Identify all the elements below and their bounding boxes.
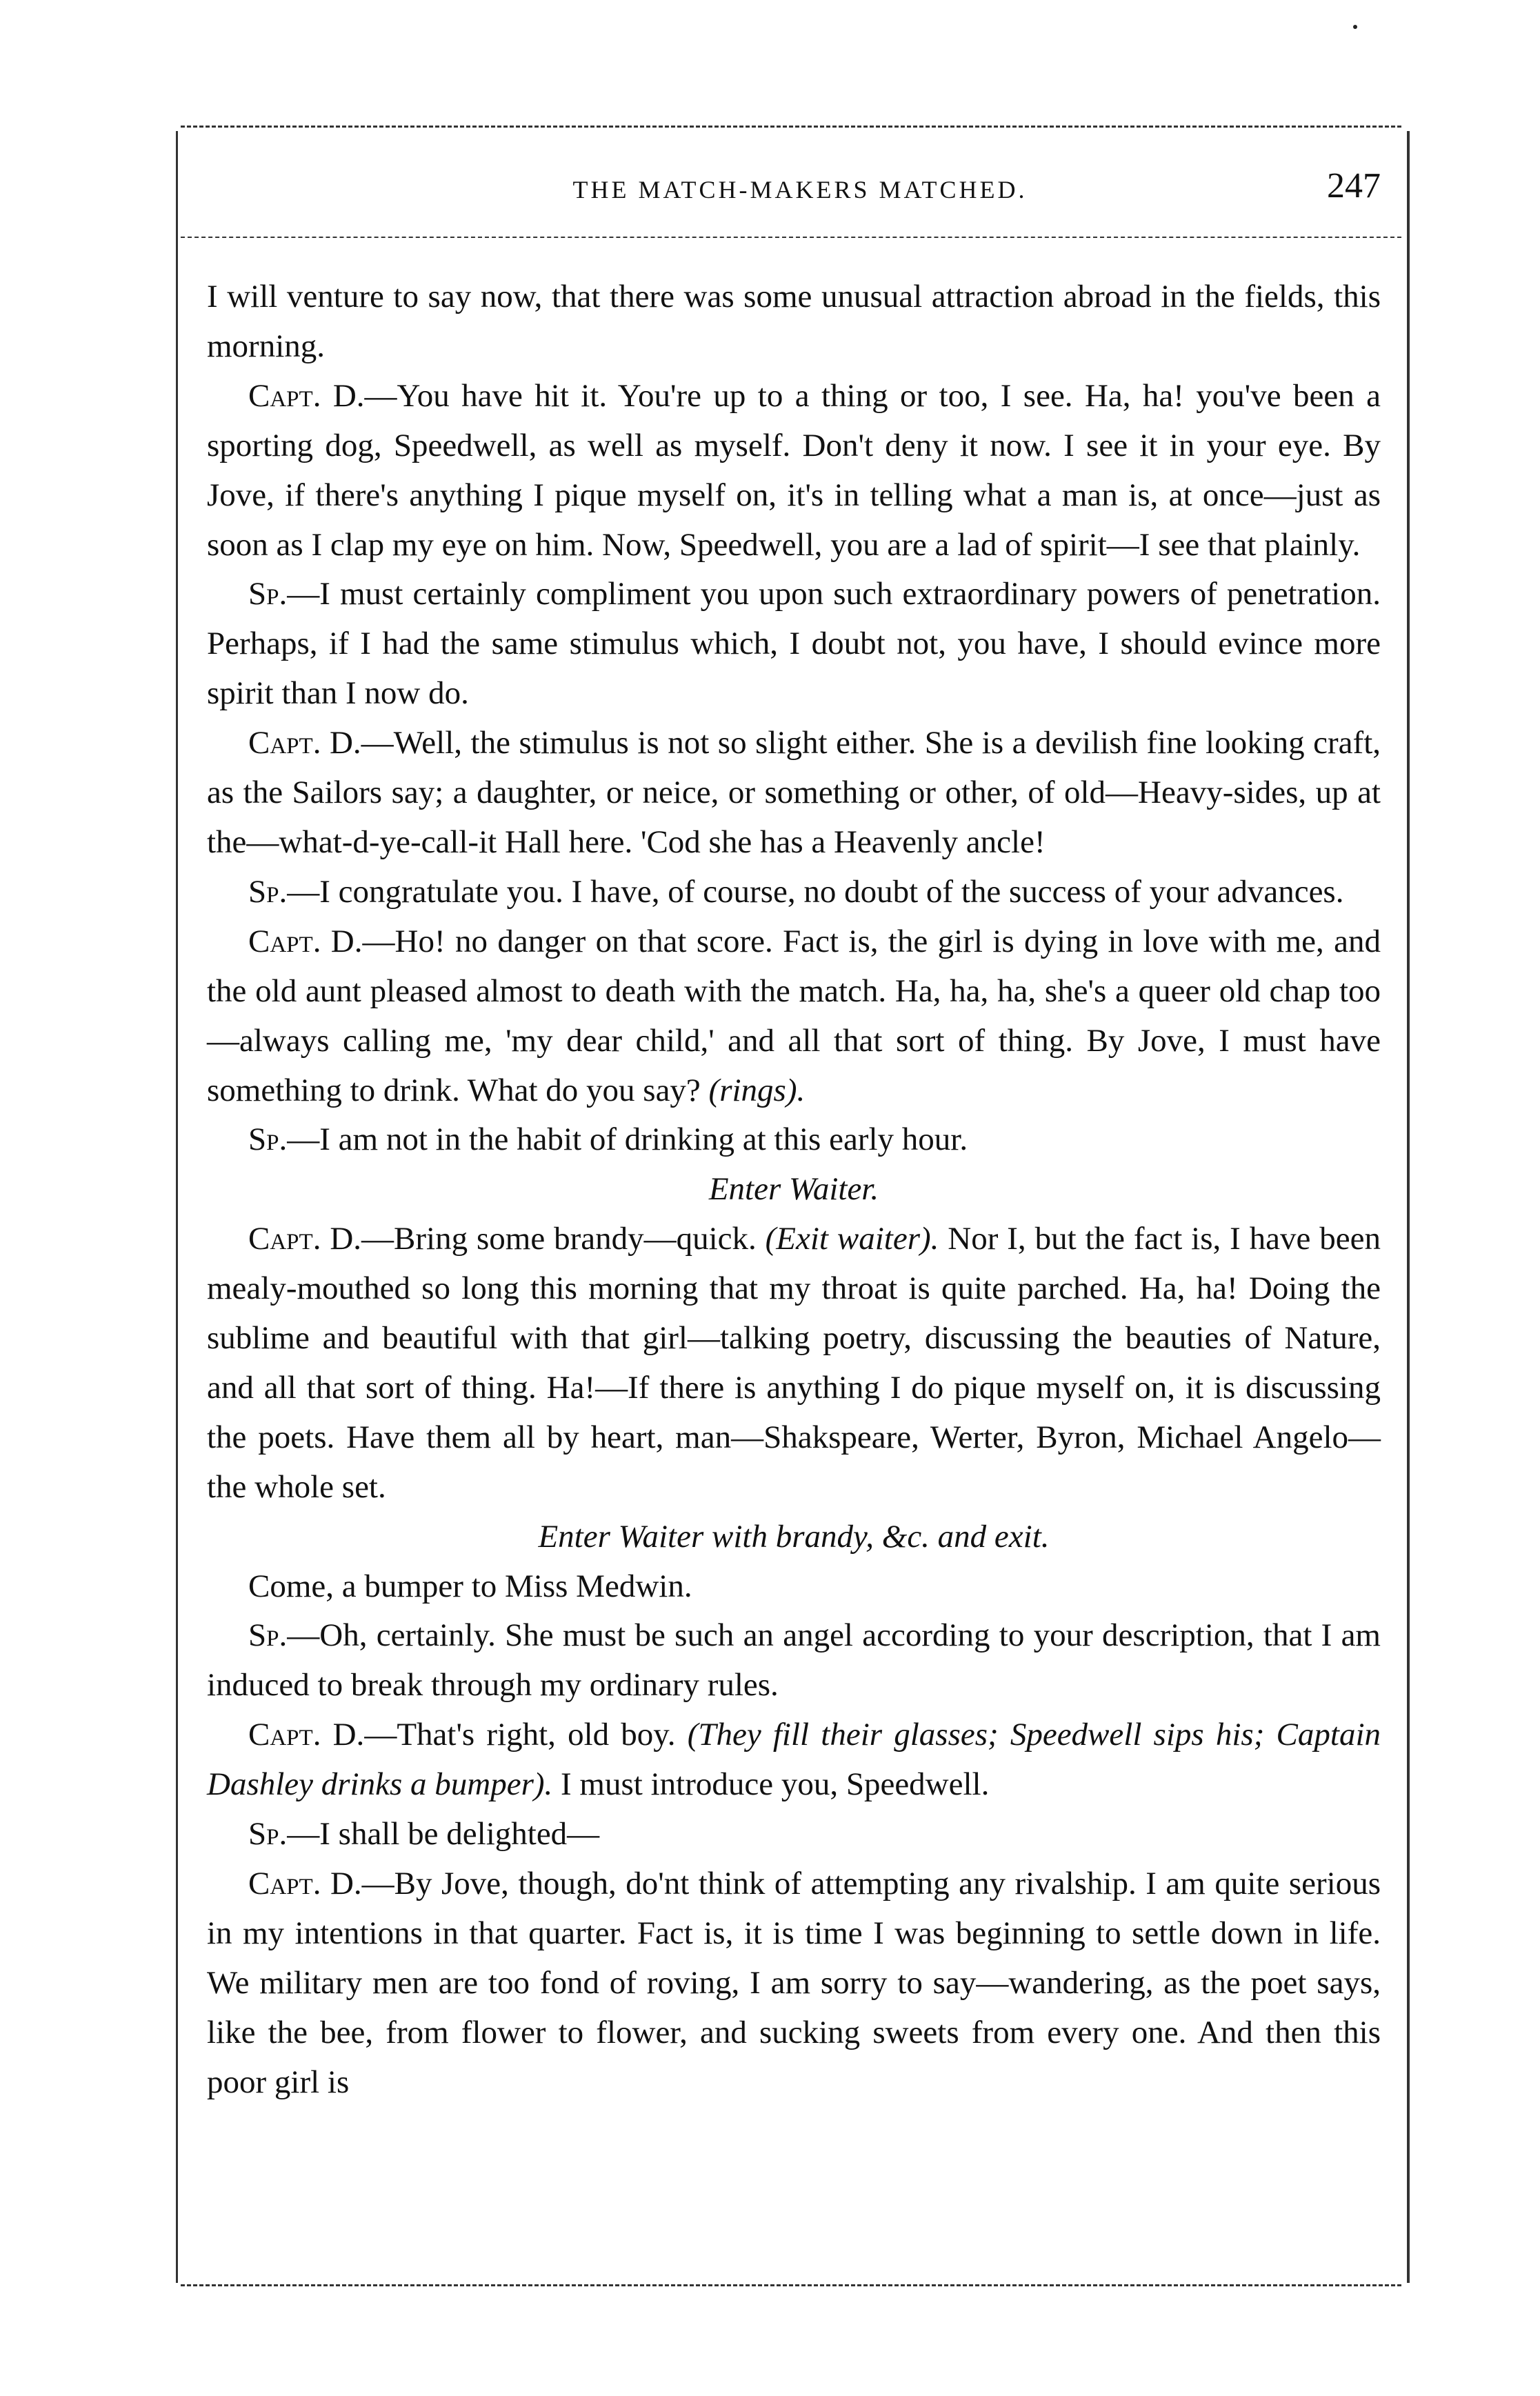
speech-paragraph <box>207 1115 1381 1165</box>
right-border-line <box>1407 131 1410 2283</box>
stage-direction-line: Enter Waiter with brandy, &c. and exit. <box>538 1518 1050 1555</box>
speech-text-continued: Nor I, but the fact is, I have been mealy-mouthed so long this morning that my throat is quite parched. Ha, ha! Doing the sublime and beautiful with that girl—talking poetry, discussing the beauties of Nature, and all that sort of thing. Ha!—If there is anything I do pique myself on, it is discussing the poets. Have them all by heart, man—Shakspeare, Werter, Byron, Michael Angelo—the whole set. <box>207 1221 1381 1505</box>
speaker-name: Sp. <box>248 1617 288 1654</box>
speaker-name: Capt. D. <box>248 1866 362 1901</box>
speech-paragraph <box>207 1710 1381 1810</box>
speech-text: —Oh, certainly. She must be such an angel according to your description, that I am induced to break through my ordinary rules. <box>207 1617 1381 1704</box>
speech-text: —By Jove, though, do'nt think of attempting any rivalship. I am quite serious in my intentions in that quarter. Fact is, it is time I was beginning to settle down in life. We military men are too fond of roving, I am sorry to say—wandering, as the poet says, like the bee, from flower to flower, and sucking sweets from every one. And then this poor girl is <box>207 1866 1381 2100</box>
speech-text: —I must certainly compliment you upon such extraordinary powers of penetration. Perhaps, if I had the same stimulus which, I doubt not, you have, I should evince more spirit than I now do. <box>207 576 1381 712</box>
speaker-name: Sp. <box>248 576 288 612</box>
speech-text: —That's right, old boy. <box>364 1717 676 1753</box>
speech-paragraph <box>207 1810 1381 1859</box>
speaker-name: Sp. <box>248 1121 288 1158</box>
page-header <box>207 164 1393 212</box>
speech-text-continued: I must introduce you, Speedwell. <box>561 1766 990 1803</box>
body-text <box>207 272 1381 2108</box>
speech-paragraph <box>207 917 1381 1116</box>
ink-speck <box>1353 25 1357 29</box>
stage-direction: (rings). <box>708 1072 806 1108</box>
top-border-rule <box>181 126 1401 128</box>
speech-text: —Bring some brandy—quick. <box>361 1221 757 1257</box>
page-number: 247 <box>1327 166 1381 206</box>
speech-text: —You have hit it. You're up to a thing or too, I see. Ha, ha! you've been a sporting dog, Speedwell, as well as myself. Don't deny it now. I see it in your eye. By Jove, if there's anything I pique myself on, it's in telling what a man is, at once—just as soon as I clap my eye on him. Now, Speedwell, you are a lad of spirit—I see that plainly. <box>207 377 1381 563</box>
speaker-name: Capt. D. <box>248 725 361 761</box>
speech-text: —I congratulate you. I have, of course, no doubt of the success of your advances. <box>287 873 1344 910</box>
speech-text: —Ho! no danger on that score. Fact is, the girl is dying in love with me, and the old aunt pleased almost to death with the match. Ha, ha, ha, she's a queer old chap too—always calling me, 'my dear child,' and all that sort of thing. By Jove, I must have something to drink. What do you say? <box>207 923 1381 1108</box>
speech-text: —I shall be delighted— <box>287 1816 600 1853</box>
speech-paragraph <box>207 1215 1381 1512</box>
speech-paragraph <box>207 719 1381 868</box>
speaker-name: Capt. D. <box>248 1717 365 1753</box>
speech-paragraph <box>207 1859 1381 2108</box>
header-rule <box>181 237 1401 238</box>
left-border-line <box>176 131 178 2283</box>
stage-direction-line: Enter Waiter. <box>708 1171 879 1208</box>
speaker-name: Capt. D. <box>248 923 363 959</box>
stage-direction: (Exit waiter). <box>765 1221 939 1257</box>
paragraph <box>207 1562 1381 1612</box>
bottom-border-rule <box>181 2284 1401 2286</box>
speech-text: —Well, the stimulus is not so slight either. She is a devilish fine looking craft, as the Sailors say; a daughter, or neice, or something or other, of old—Heavy-sides, up at the—what-d-ye-call-it Hall here. 'Cod she has a Heavenly ancle! <box>207 725 1381 860</box>
speech-text: —I am not in the habit of drinking at this early hour. <box>287 1121 968 1158</box>
stage-direction: (They fill their glasses; Speedwell sips his; Captain Dashley drinks a bumper). <box>207 1717 1381 1803</box>
paragraph-text: Come, a bumper to Miss Medwin. <box>248 1568 692 1604</box>
speech-paragraph <box>207 570 1381 719</box>
speaker-name: Sp. <box>248 873 288 910</box>
speaker-name: Sp. <box>248 1816 288 1853</box>
speech-paragraph <box>207 868 1381 917</box>
running-title: THE MATCH-MAKERS MATCHED. <box>572 176 1028 203</box>
speaker-name: Capt. D. <box>248 377 365 414</box>
paragraph <box>207 272 1381 372</box>
speaker-name: Capt. D. <box>248 1221 362 1257</box>
paragraph-text: I will venture to say now, that there was some unusual attraction abroad in the fields, this morning. <box>207 279 1381 364</box>
speech-paragraph <box>207 372 1381 570</box>
speech-paragraph <box>207 1611 1381 1710</box>
